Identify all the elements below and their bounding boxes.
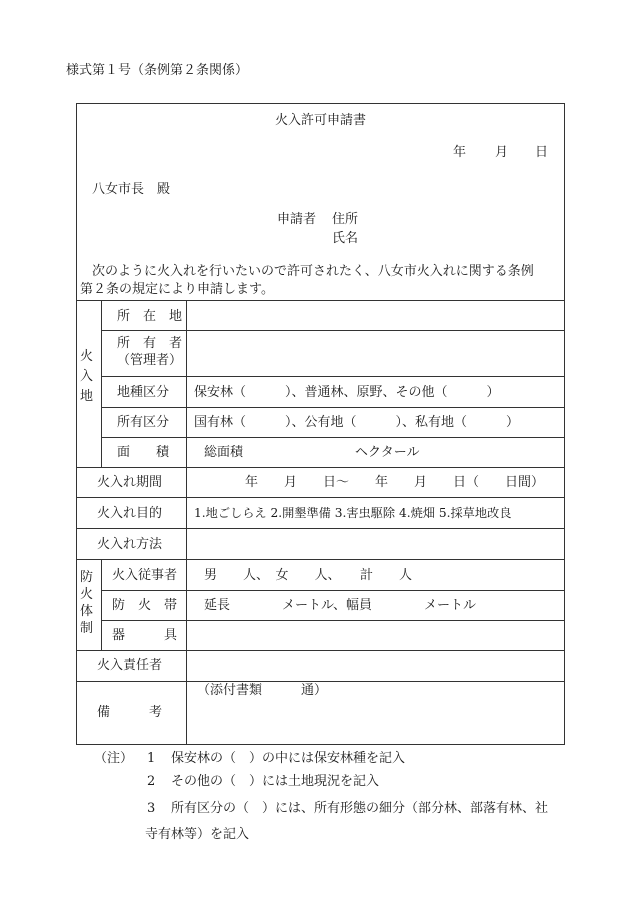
row-rule xyxy=(101,590,564,591)
total-area-label: 総面積 xyxy=(204,445,244,460)
location-label: 所 在 地 xyxy=(117,309,183,324)
area-unit: ヘクタール xyxy=(355,445,420,460)
request-text-line1: 次のように火入れを行いたいので許可されたく、八女市火入れに関する条例 xyxy=(92,264,534,279)
row-rule xyxy=(77,528,564,529)
notes-heading: （注） xyxy=(94,751,134,766)
row-rule xyxy=(101,620,564,621)
form-title: 火入許可申請書 xyxy=(274,113,366,128)
form-number: 様式第１号（条例第２条関係） xyxy=(66,63,249,78)
note-number: 1 xyxy=(147,751,156,766)
equipment-label: 器 具 xyxy=(112,628,178,643)
owner-label: 所 有 者 xyxy=(117,336,183,351)
ownership-type-options: 国有林（ ）、公有地（ ）、私有地（ ） xyxy=(194,415,520,430)
workers-label: 火入従事者 xyxy=(112,568,178,583)
date-day-label: 日 xyxy=(535,145,549,160)
applicant-name-label: 氏名 xyxy=(332,231,359,246)
row-rule xyxy=(77,681,564,682)
note-continuation: 寺有林等）を記入 xyxy=(145,827,250,842)
date-month-label: 月 xyxy=(495,145,509,160)
note-text: 保安林の（ ）の中には保安林種を記入 xyxy=(171,751,406,766)
ownership-type-label: 所有区分 xyxy=(117,415,170,430)
row-rule xyxy=(77,497,564,498)
group-column-rule xyxy=(101,300,102,467)
fire-prevention-group-label: 防 火 体 制 xyxy=(80,570,94,636)
row-rule xyxy=(101,407,564,408)
area-label: 面 積 xyxy=(117,445,170,460)
date-year-label: 年 xyxy=(453,145,467,160)
row-rule xyxy=(77,559,564,560)
site-group-label: 火 入 地 xyxy=(80,349,94,405)
land-type-label: 地種区分 xyxy=(117,385,170,400)
note-number: 3 xyxy=(147,801,156,816)
note-number: 2 xyxy=(147,774,156,789)
group-column-rule xyxy=(101,559,102,650)
request-text-line2: 第２条の規定により申請します。 xyxy=(80,282,274,297)
addressee: 八女市長 殿 xyxy=(92,182,171,197)
label-column-rule xyxy=(186,300,187,744)
row-rule xyxy=(101,437,564,438)
row-rule xyxy=(77,650,564,651)
applicant-address-label: 住所 xyxy=(332,212,359,227)
applicant-label: 申請者 xyxy=(277,212,317,227)
land-type-options: 保安林（ ）、普通林、原野、その他（ ） xyxy=(194,385,500,400)
note-text: 所有区分の（ ）には、所有形態の細分（部分林、部落有林、社 xyxy=(171,801,549,816)
method-label: 火入れ方法 xyxy=(97,537,163,552)
period-content: 年 月 日～ 年 月 日（ 日間） xyxy=(245,475,545,490)
firebreak-content: 延長 メートル、幅員 メートル xyxy=(204,598,476,613)
note-text: その他の（ ）には土地現況を記入 xyxy=(171,774,380,789)
application-form xyxy=(76,103,565,745)
responsible-label: 火入責任者 xyxy=(97,658,163,673)
period-label: 火入れ期間 xyxy=(97,475,163,490)
row-rule xyxy=(77,467,564,468)
workers-content: 男 人、 女 人、 計 人 xyxy=(204,568,413,583)
manager-label: （管理者） xyxy=(117,353,183,368)
row-rule xyxy=(101,330,564,331)
row-rule xyxy=(101,376,564,377)
purpose-label: 火入れ目的 xyxy=(97,506,163,521)
table-top-rule xyxy=(77,300,564,301)
firebreak-label: 防 火 帯 xyxy=(112,598,178,613)
purpose-options: 1.地ごしらえ 2.開墾準備 3.害虫駆除 4.焼畑 5.採草地改良 xyxy=(194,506,512,520)
remarks-label: 備 考 xyxy=(97,705,163,720)
attachment-note: （添付書類 通） xyxy=(197,683,328,698)
